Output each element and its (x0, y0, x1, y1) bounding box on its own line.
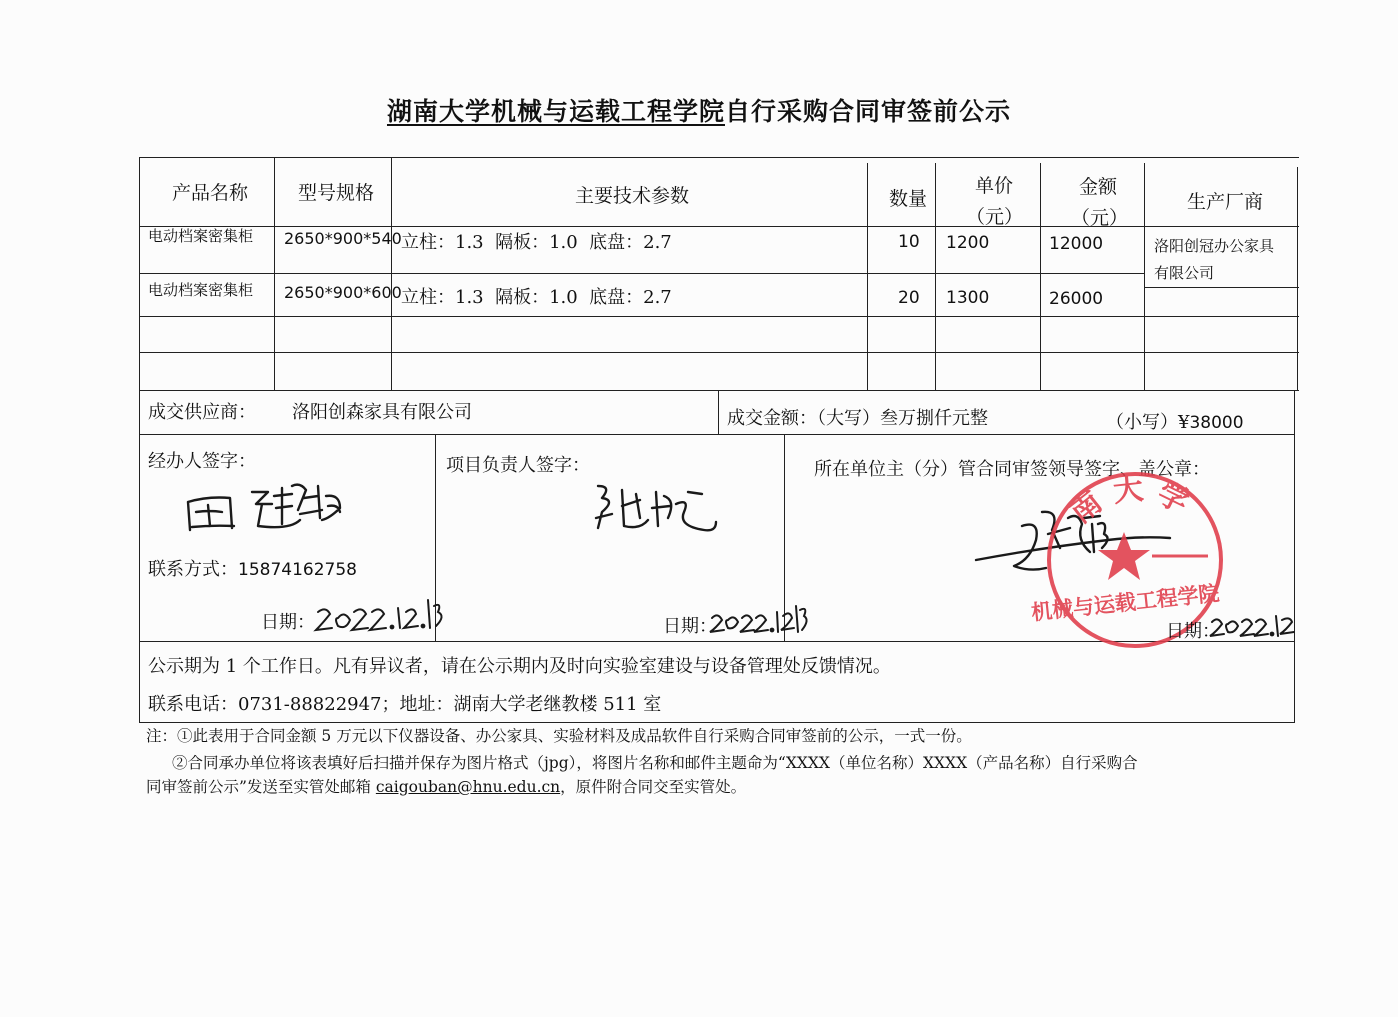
row1-maker: 洛阳创冠办公家具 (1154, 237, 1275, 255)
deal-amount-small-prefix: （小写）¥ (1106, 412, 1190, 433)
project-lead-sign-label: 项目负责人签字： (446, 455, 590, 476)
header-unit-price-unit: （元） (966, 206, 1024, 228)
row2-qty: 20 (898, 288, 920, 308)
row2-price: 1300 (946, 288, 990, 308)
note-3: 同审签前公示”发送至实管处邮箱 caigouban@hnu.edu.cn，原件附合同交至实管处。 (146, 778, 747, 796)
header-model: 型号规格 (298, 182, 375, 204)
note-1: 注：①此表用于合同金额 5 万元以下仪器设备、办公家具、实验材料及成品软件自行采购合同审签前的公示，一式一份。 (146, 727, 972, 745)
row1-model: 2650*900*540 (284, 229, 402, 248)
row1-qty: 10 (898, 232, 920, 252)
handler-date-label: 日期： (261, 612, 315, 633)
header-amount-unit: （元） (1071, 207, 1129, 229)
row1-price: 1200 (946, 233, 990, 253)
handler-contact-label: 联系方式：15874162758 (148, 559, 357, 580)
row2-product: 电动档案密集柜 (148, 281, 254, 299)
handler-contact-value: 15874162758 (238, 560, 357, 580)
row1-params: 立柱：1.3 隔板：1.0 底盘：2.7 (401, 232, 672, 253)
header-unit-price: 单价 (975, 175, 1014, 197)
seal-top-text: 南 大 学 (1063, 471, 1194, 531)
handler-sign-label: 经办人签字： (148, 451, 256, 472)
supplier-value: 洛阳创森家具有限公司 (292, 402, 472, 423)
row2-model: 2650*900*600 (284, 283, 402, 302)
unit-lead-date-label: 日期： (1166, 621, 1220, 642)
header-qty: 数量 (889, 188, 928, 210)
header-product: 产品名称 (172, 182, 249, 204)
row1-maker-line2: 有限公司 (1154, 264, 1215, 282)
header-params: 主要技术参数 (575, 185, 690, 207)
row2-params: 立柱：1.3 隔板：1.0 底盘：2.7 (401, 287, 672, 308)
notice-line1: 公示期为 1 个工作日。凡有异议者，请在公示期内及时向实验室建设与设备管理处反馈情况。 (148, 656, 891, 677)
unit-lead-sign-label: 所在单位主（分）管合同审签领导签字、盖公章： (814, 459, 1210, 480)
seal-star-icon (1098, 532, 1150, 580)
supplier-label: 成交供应商： (148, 402, 256, 423)
header-amount: 金额 (1079, 176, 1118, 198)
row1-product: 电动档案密集柜 (148, 227, 254, 245)
deal-amount-label: 成交金额：（大写）叁万捌仟元整 (727, 408, 988, 429)
project-lead-date-label: 日期： (663, 616, 717, 637)
row1-amount: 12000 (1049, 234, 1104, 254)
header-maker: 生产厂商 (1187, 191, 1264, 213)
seal-bottom-text: 机械与运载工程学院 (1030, 581, 1221, 625)
notice-line2: 联系电话：0731-88822947；地址：湖南大学老继教楼 511 室 (148, 694, 662, 715)
title-rest: 自行采购合同审签前公示 (725, 97, 1012, 126)
note-2: ②合同承办单位将该表填好后扫描并保存为图片格式（jpg），将图片名称和邮件主题命为“XXXX（单位名称）XXXX（产品名称）自行采购合 (172, 754, 1138, 772)
row2-amount: 26000 (1049, 289, 1104, 309)
title-underlined: 湖南大学机械与运载工程学院 (386, 97, 725, 126)
deal-amount-small-value: 38000 (1189, 413, 1244, 433)
email-link[interactable]: caigouban@hnu.edu.cn (375, 778, 561, 796)
